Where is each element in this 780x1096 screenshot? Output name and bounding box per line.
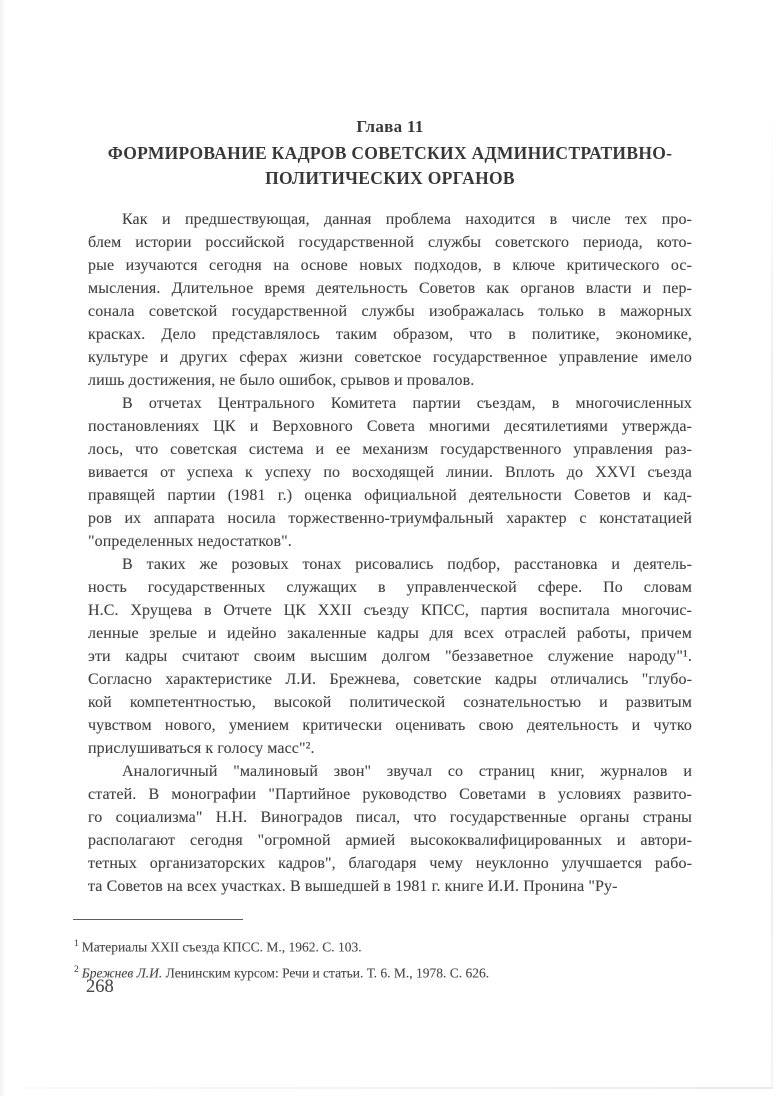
text-line: сонала советской государственной службы изображалась только в мажорных [88,303,692,320]
text-line: В таких же розовых тонах рисовались подбор, расстановка и деятель- [122,556,692,573]
text-line: мысления. Длительное время деятельность Советов как органов власти и пер- [88,280,692,297]
text-line: прислушиваться к голосу масс"². [88,740,315,757]
text-line: ров их аппарата носила торжественно-триумфальный характер с констатацией [88,510,692,527]
chapter-title-line-2: ПОЛИТИЧЕСКИХ ОРГАНОВ [265,168,515,188]
chapter-title-line-1: ФОРМИРОВАНИЕ КАДРОВ СОВЕТСКИХ АДМИНИСТРАТИВНО- [107,143,673,163]
text-line: постановлениях ЦК и Верховного Совета многими десятилетиями утвержда- [88,418,692,435]
text-line: та Советов на всех участках. В вышедшей в 1981 г. книге И.И. Пронина "Ру- [88,878,618,895]
text-line: правящей партии (1981 г.) оценка официальной деятельности Советов и кад- [88,487,692,504]
scan-edge-left [0,0,6,1096]
text-line: "определенных недостатков". [88,533,292,550]
paragraph [88,760,692,898]
text-line: ленные зрелые и идейно закаленные кадры для всех отраслей работы, причем [88,625,692,642]
text-line: статей. В монографии "Партийное руководство Советами в условиях развито- [88,786,692,803]
text-line: культуре и других сферах жизни советское государственное управление имело [88,349,692,366]
text-line: рые изучаются сегодня на основе новых подходов, в ключе критического ос- [88,257,692,274]
scan-edge-right [771,110,773,1086]
text-line: лось, что советская система и ее механизм государственного управления раз- [88,441,692,458]
chapter-label: Глава 11 [356,117,424,136]
chapter-title [88,141,692,191]
body-text [88,208,692,898]
paragraph [88,392,692,553]
footnote-author: Брежнев Л.И. [81,965,166,980]
text-line: го социализма" Н.Н. Виноградов писал, что государственные органы страны [88,809,692,826]
text-line: располагают сегодня "огромной армией высококвалифицированных и автори- [88,832,692,849]
text-line: кой компетентностью, высокой политической сознательностью и развитым [88,694,692,711]
text-line: Как и предшествующая, данная проблема находится в числе тех про- [122,211,692,228]
paragraph [88,208,692,392]
text-line: блем истории российской государственной службы советского периода, кото- [88,234,692,251]
scan-edge-bottom [24,1087,773,1089]
paragraph [88,553,692,760]
text-line: Согласно характеристике Л.И. Брежнева, советские кадры отличались "глубо- [88,671,692,688]
footnote-text: Материалы XXII съезда КПСС. М., 1962. С. 103. [81,939,362,955]
text-line: чувством нового, умением критически оценивать свою деятельность и чутко [88,717,692,734]
footnote-marker: 1 [74,939,79,949]
footnote-text: Ленинским курсом: Речи и статьи. Т. 6. М., 1978. С. 626. [165,965,490,980]
footnote-marker: 2 [74,964,79,975]
footnotes [74,933,694,984]
text-line: ность государственных служащих в управленческой сфере. По словам [88,579,692,596]
text-line: В отчетах Центрального Комитета партии съездам, в многочисленных [122,395,692,412]
text-line: Аналогичный "малиновый звон" звучал со страниц книг, журналов и [122,763,692,780]
text-line: тетных организаторских кадров", благодаря чему неуклонно улучшается рабо- [88,855,692,872]
text-line: лишь достижения, не было ошибок, срывов и провалов. [88,372,475,389]
text-line: эти кадры считают своим высшим долгом "беззаветное служение народу"¹. [88,648,692,665]
text-column [88,0,692,898]
footnote [74,933,694,959]
footnote [74,959,694,985]
text-line: вивается от успеха к успеху по восходящей линии. Вплоть до XXVI съезда [88,464,692,481]
text-line: красках. Дело представлялось таким образом, что в политике, экономике, [88,326,692,343]
text-line: Н.С. Хрущева в Отчете ЦК XXII съезду КПСС, партия воспитала многочис- [88,602,692,619]
page-number: 268 [86,977,114,997]
footnote-separator [73,919,243,920]
